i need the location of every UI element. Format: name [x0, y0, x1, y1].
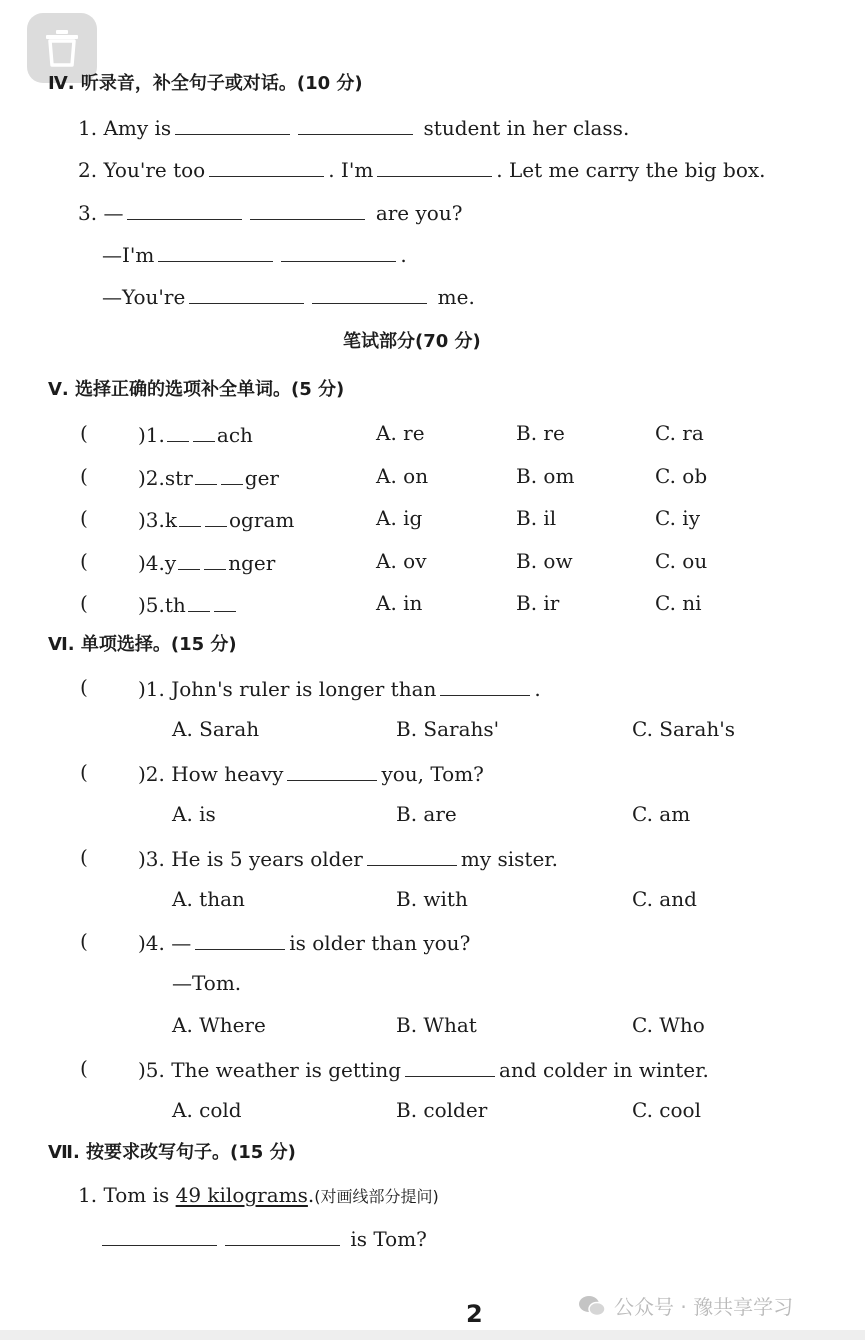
s4-question-3-line-3: —You're me. [102, 285, 475, 309]
s6-question-1: )1. John's ruler is longer than . [138, 677, 541, 701]
s6-question-3: )3. He is 5 years older my sister. [138, 847, 558, 871]
s5-item-word: )3.k ogram [138, 508, 295, 532]
s6-q2-option-a: A. is [172, 802, 216, 826]
written-part-title: 笔试部分(70 分) [343, 331, 481, 352]
s6-q5-paren: ( [80, 1056, 88, 1080]
s5-item-option-b: B. re [516, 421, 565, 445]
s5-item-paren: ( [80, 549, 88, 573]
s6-q4-option-b: B. What [396, 1013, 477, 1037]
s6-q2-paren: ( [80, 760, 88, 784]
s6-q3-option-c: C. and [632, 887, 697, 911]
s4-question-1: 1. Amy is student in her class. [78, 116, 630, 140]
s6-question-4: )4. — is older than you? [138, 931, 471, 955]
footer-bar [0, 1330, 865, 1340]
section-7-title: Ⅶ. 按要求改写句子。(15 分) [48, 1142, 296, 1163]
section-5-title: Ⅴ. 选择正确的选项补全单词。(5 分) [48, 379, 345, 400]
s7-instruction-note: (对画线部分提问) [314, 1187, 439, 1206]
s6-q1-paren: ( [80, 675, 88, 699]
s5-item-option-c: C. ob [655, 464, 708, 488]
s5-item-option-a: A. ov [376, 549, 427, 573]
s6-q2-option-b: B. are [396, 802, 457, 826]
s5-item-option-a: A. re [376, 421, 425, 445]
s7-answer-line: is Tom? [98, 1225, 427, 1251]
watermark-text: 公众号 · 豫共享学习 [614, 1295, 794, 1319]
s6-q4-paren: ( [80, 929, 88, 953]
s6-question-5: )5. The weather is getting and colder in winter. [138, 1058, 709, 1082]
s5-item-option-b: B. ow [516, 549, 573, 573]
s6-q3-paren: ( [80, 845, 88, 869]
s5-item-option-b: B. il [516, 506, 557, 530]
s5-item-word: )1. ach [138, 423, 253, 447]
section-4-title: Ⅳ. 听录音，补全句子或对话。(10 分) [48, 73, 363, 94]
s6-q3-option-b: B. with [396, 887, 468, 911]
s6-q1-option-a: A. Sarah [172, 717, 260, 741]
s6-q4-option-c: C. Who [632, 1013, 705, 1037]
s5-item-word: )5.th [138, 591, 238, 617]
s6-q5-option-c: C. cool [632, 1098, 701, 1122]
s5-item-option-c: C. iy [655, 506, 700, 530]
s5-item-paren: ( [80, 591, 88, 615]
s6-question-2: )2. How heavy you, Tom? [138, 762, 484, 786]
s4-question-3: 3. — are you? [78, 201, 463, 225]
s5-item-paren: ( [80, 464, 88, 488]
s6-q5-option-b: B. colder [396, 1098, 488, 1122]
s5-item-option-b: B. om [516, 464, 575, 488]
s5-item-option-b: B. ir [516, 591, 560, 615]
s5-item-option-a: A. in [376, 591, 423, 615]
s6-q5-option-a: A. cold [172, 1098, 242, 1122]
s5-item-word: )4.y nger [138, 551, 276, 575]
s5-item-paren: ( [80, 421, 88, 445]
s6-q4-reply: —Tom. [172, 971, 242, 995]
section-6-title: Ⅵ. 单项选择。(15 分) [48, 634, 237, 655]
wechat-icon [578, 1294, 606, 1318]
s7-question-1: 1. Tom is 49 kilograms.(对画线部分提问) [78, 1183, 439, 1207]
s5-item-option-c: C. ni [655, 591, 702, 615]
s6-q1-option-b: B. Sarahs' [396, 717, 500, 741]
underlined-phrase: 49 kilograms [175, 1183, 308, 1207]
s6-q3-option-a: A. than [172, 887, 245, 911]
s5-item-paren: ( [80, 506, 88, 530]
s5-item-word: )2.str ger [138, 466, 279, 490]
s5-item-option-c: C. ra [655, 421, 704, 445]
s6-q2-option-c: C. am [632, 802, 691, 826]
s6-q4-option-a: A. Where [172, 1013, 266, 1037]
s6-q1-option-c: C. Sarah's [632, 717, 736, 741]
s4-question-2: 2. You're too . I'm . Let me carry the big box. [78, 158, 766, 182]
s4-question-3-line-2: —I'm . [102, 243, 407, 267]
s5-item-option-a: A. on [376, 464, 429, 488]
s5-item-option-c: C. ou [655, 549, 708, 573]
watermark [578, 1291, 793, 1320]
trash-icon [45, 29, 79, 67]
page-number: 2 [466, 1300, 483, 1328]
s5-item-option-a: A. ig [376, 506, 423, 530]
